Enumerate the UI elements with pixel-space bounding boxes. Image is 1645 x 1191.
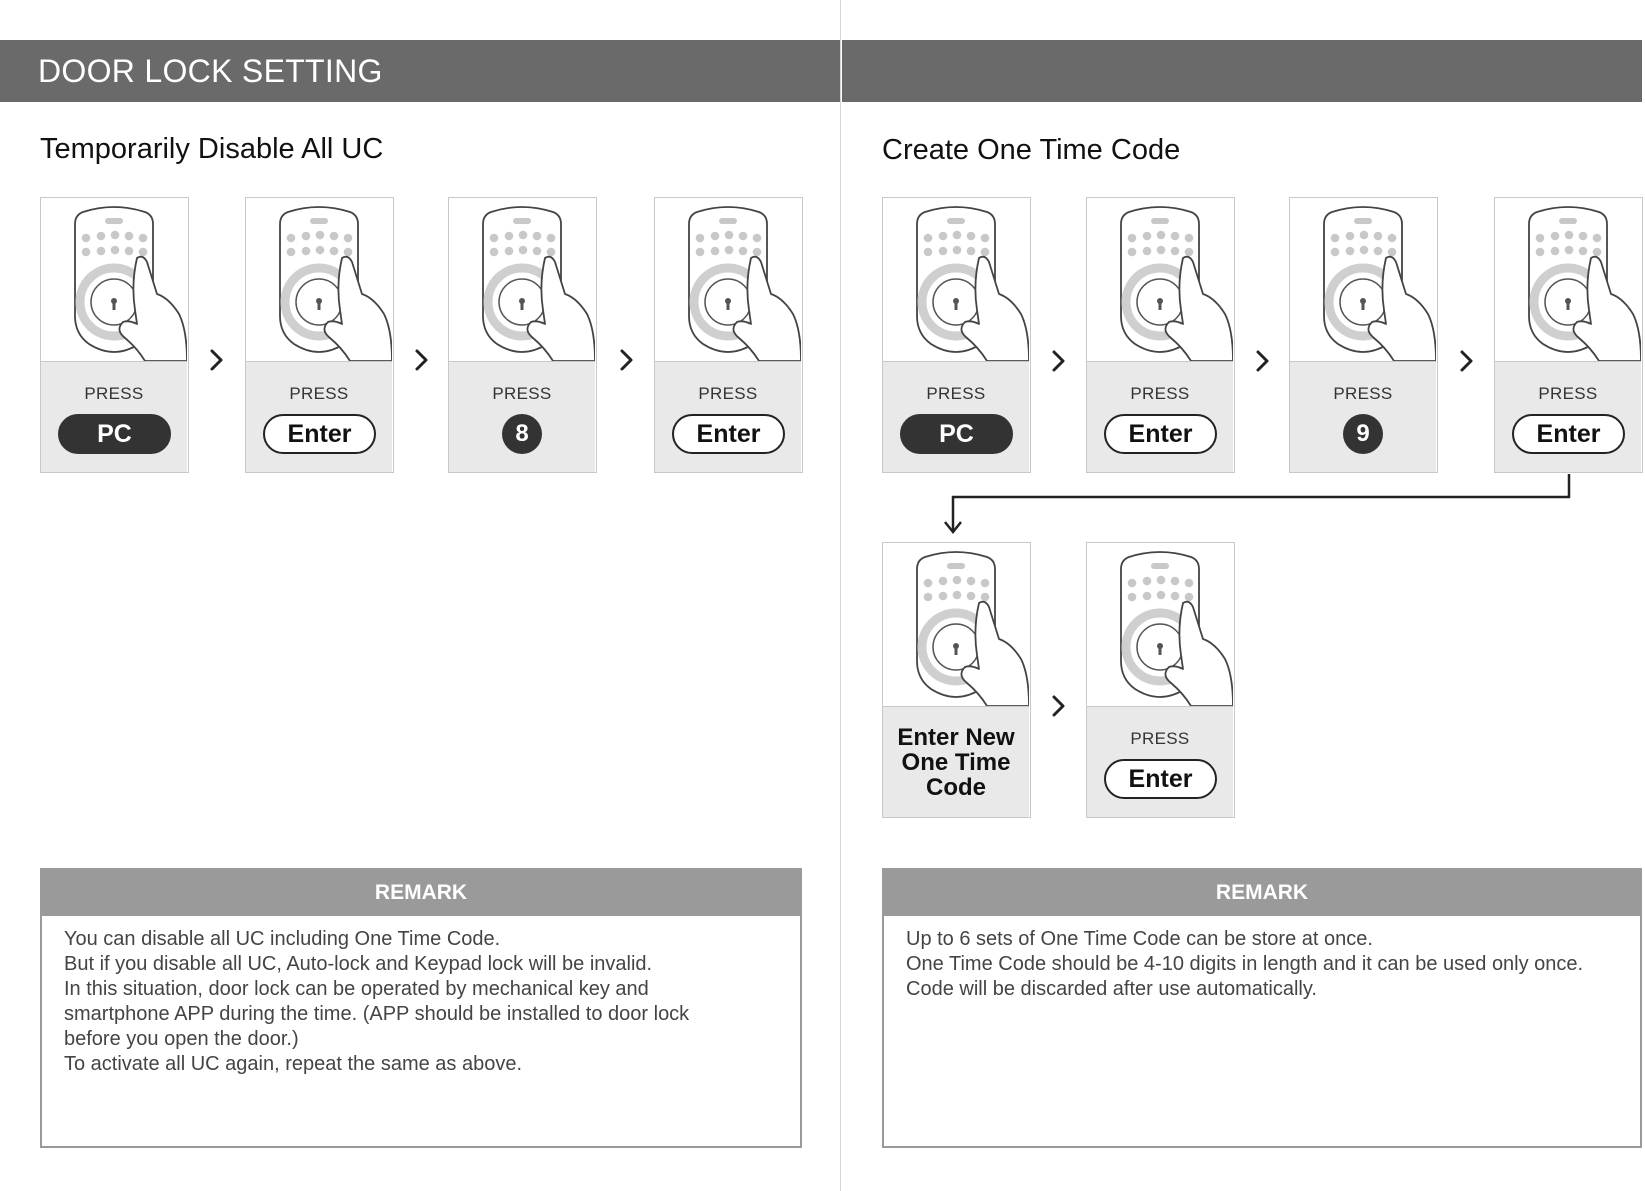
door-lock-illustration	[246, 198, 392, 361]
remark-line: One Time Code should be 4-10 digits in length and it can be used only once.	[906, 953, 1584, 975]
step-caption	[883, 361, 1029, 472]
step-card	[1086, 542, 1235, 818]
remark-box	[882, 868, 1642, 1148]
remark-line: smartphone APP during the time. (APP should be installed to door lock	[64, 1003, 690, 1025]
key-pc: PC	[900, 414, 1013, 454]
step-caption	[41, 361, 187, 472]
door-lock-illustration	[883, 543, 1029, 706]
key-8: 8	[502, 414, 542, 454]
key-enter: Enter	[1104, 759, 1217, 799]
chevron-right-icon	[1048, 693, 1068, 719]
step-caption	[883, 706, 1029, 817]
step-card	[1494, 197, 1643, 473]
step-card	[448, 197, 597, 473]
chevron-right-icon	[206, 347, 226, 373]
step-caption	[1087, 361, 1233, 472]
door-lock-illustration	[1087, 543, 1233, 706]
door-lock-illustration	[1495, 198, 1641, 361]
page-title: DOOR LOCK SETTING	[38, 53, 383, 89]
key-enter: Enter	[672, 414, 785, 454]
remark-line: Up to 6 sets of One Time Code can be store at once.	[906, 928, 1373, 950]
press-label: PRESS	[698, 384, 758, 403]
door-lock-illustration	[1087, 198, 1233, 361]
chevron-right-icon	[1048, 348, 1068, 374]
key-enter: Enter	[263, 414, 376, 454]
remark-body	[906, 927, 1632, 1002]
enter-new-code-text: Enter New One Time Code	[897, 724, 1015, 801]
step-caption	[1495, 361, 1641, 472]
step-caption	[1290, 361, 1436, 472]
step-caption	[246, 361, 392, 472]
step-card	[882, 197, 1031, 473]
remark-line: In this situation, door lock can be operated by mechanical key and	[64, 978, 649, 1000]
remark-box	[40, 868, 802, 1148]
section-title-one-time-code: Create One Time Code	[882, 134, 1181, 166]
step-card	[1086, 197, 1235, 473]
remark-line: Code will be discarded after use automatically.	[906, 978, 1317, 1000]
step-card	[1289, 197, 1438, 473]
chevron-right-icon	[1252, 348, 1272, 374]
press-label: PRESS	[1333, 384, 1393, 403]
chevron-right-icon	[1456, 348, 1476, 374]
step-caption	[655, 361, 801, 472]
remark-body	[64, 927, 792, 1077]
door-lock-illustration	[1290, 198, 1436, 361]
step-card	[882, 542, 1031, 818]
chevron-right-icon	[411, 347, 431, 373]
press-label: PRESS	[1130, 384, 1190, 403]
remark-heading: REMARK	[42, 870, 800, 916]
header-bar-right	[842, 40, 1642, 102]
remark-heading: REMARK	[884, 870, 1640, 916]
door-lock-illustration	[449, 198, 595, 361]
page-divider	[840, 0, 841, 1191]
key-enter: Enter	[1512, 414, 1625, 454]
remark-line: You can disable all UC including One Time Code.	[64, 928, 501, 950]
step-card	[245, 197, 394, 473]
step-card	[654, 197, 803, 473]
press-label: PRESS	[1538, 384, 1598, 403]
remark-line: But if you disable all UC, Auto-lock and Keypad lock will be invalid.	[64, 953, 653, 975]
press-label: PRESS	[289, 384, 349, 403]
key-9: 9	[1343, 414, 1383, 454]
door-lock-illustration	[655, 198, 801, 361]
key-pc: PC	[58, 414, 171, 454]
key-enter: Enter	[1104, 414, 1217, 454]
press-label: PRESS	[926, 384, 986, 403]
remark-line: To activate all UC again, repeat the same as above.	[64, 1053, 523, 1075]
remark-line: before you open the door.)	[64, 1028, 299, 1050]
press-label: PRESS	[1130, 729, 1190, 748]
step-caption	[449, 361, 595, 472]
section-title-disable-uc: Temporarily Disable All UC	[40, 133, 384, 165]
door-lock-illustration	[883, 198, 1029, 361]
press-label: PRESS	[492, 384, 552, 403]
step-caption	[1087, 706, 1233, 817]
door-lock-illustration	[41, 198, 187, 361]
step-card	[40, 197, 189, 473]
chevron-right-icon	[616, 347, 636, 373]
press-label: PRESS	[84, 384, 144, 403]
header-bar	[0, 40, 840, 102]
